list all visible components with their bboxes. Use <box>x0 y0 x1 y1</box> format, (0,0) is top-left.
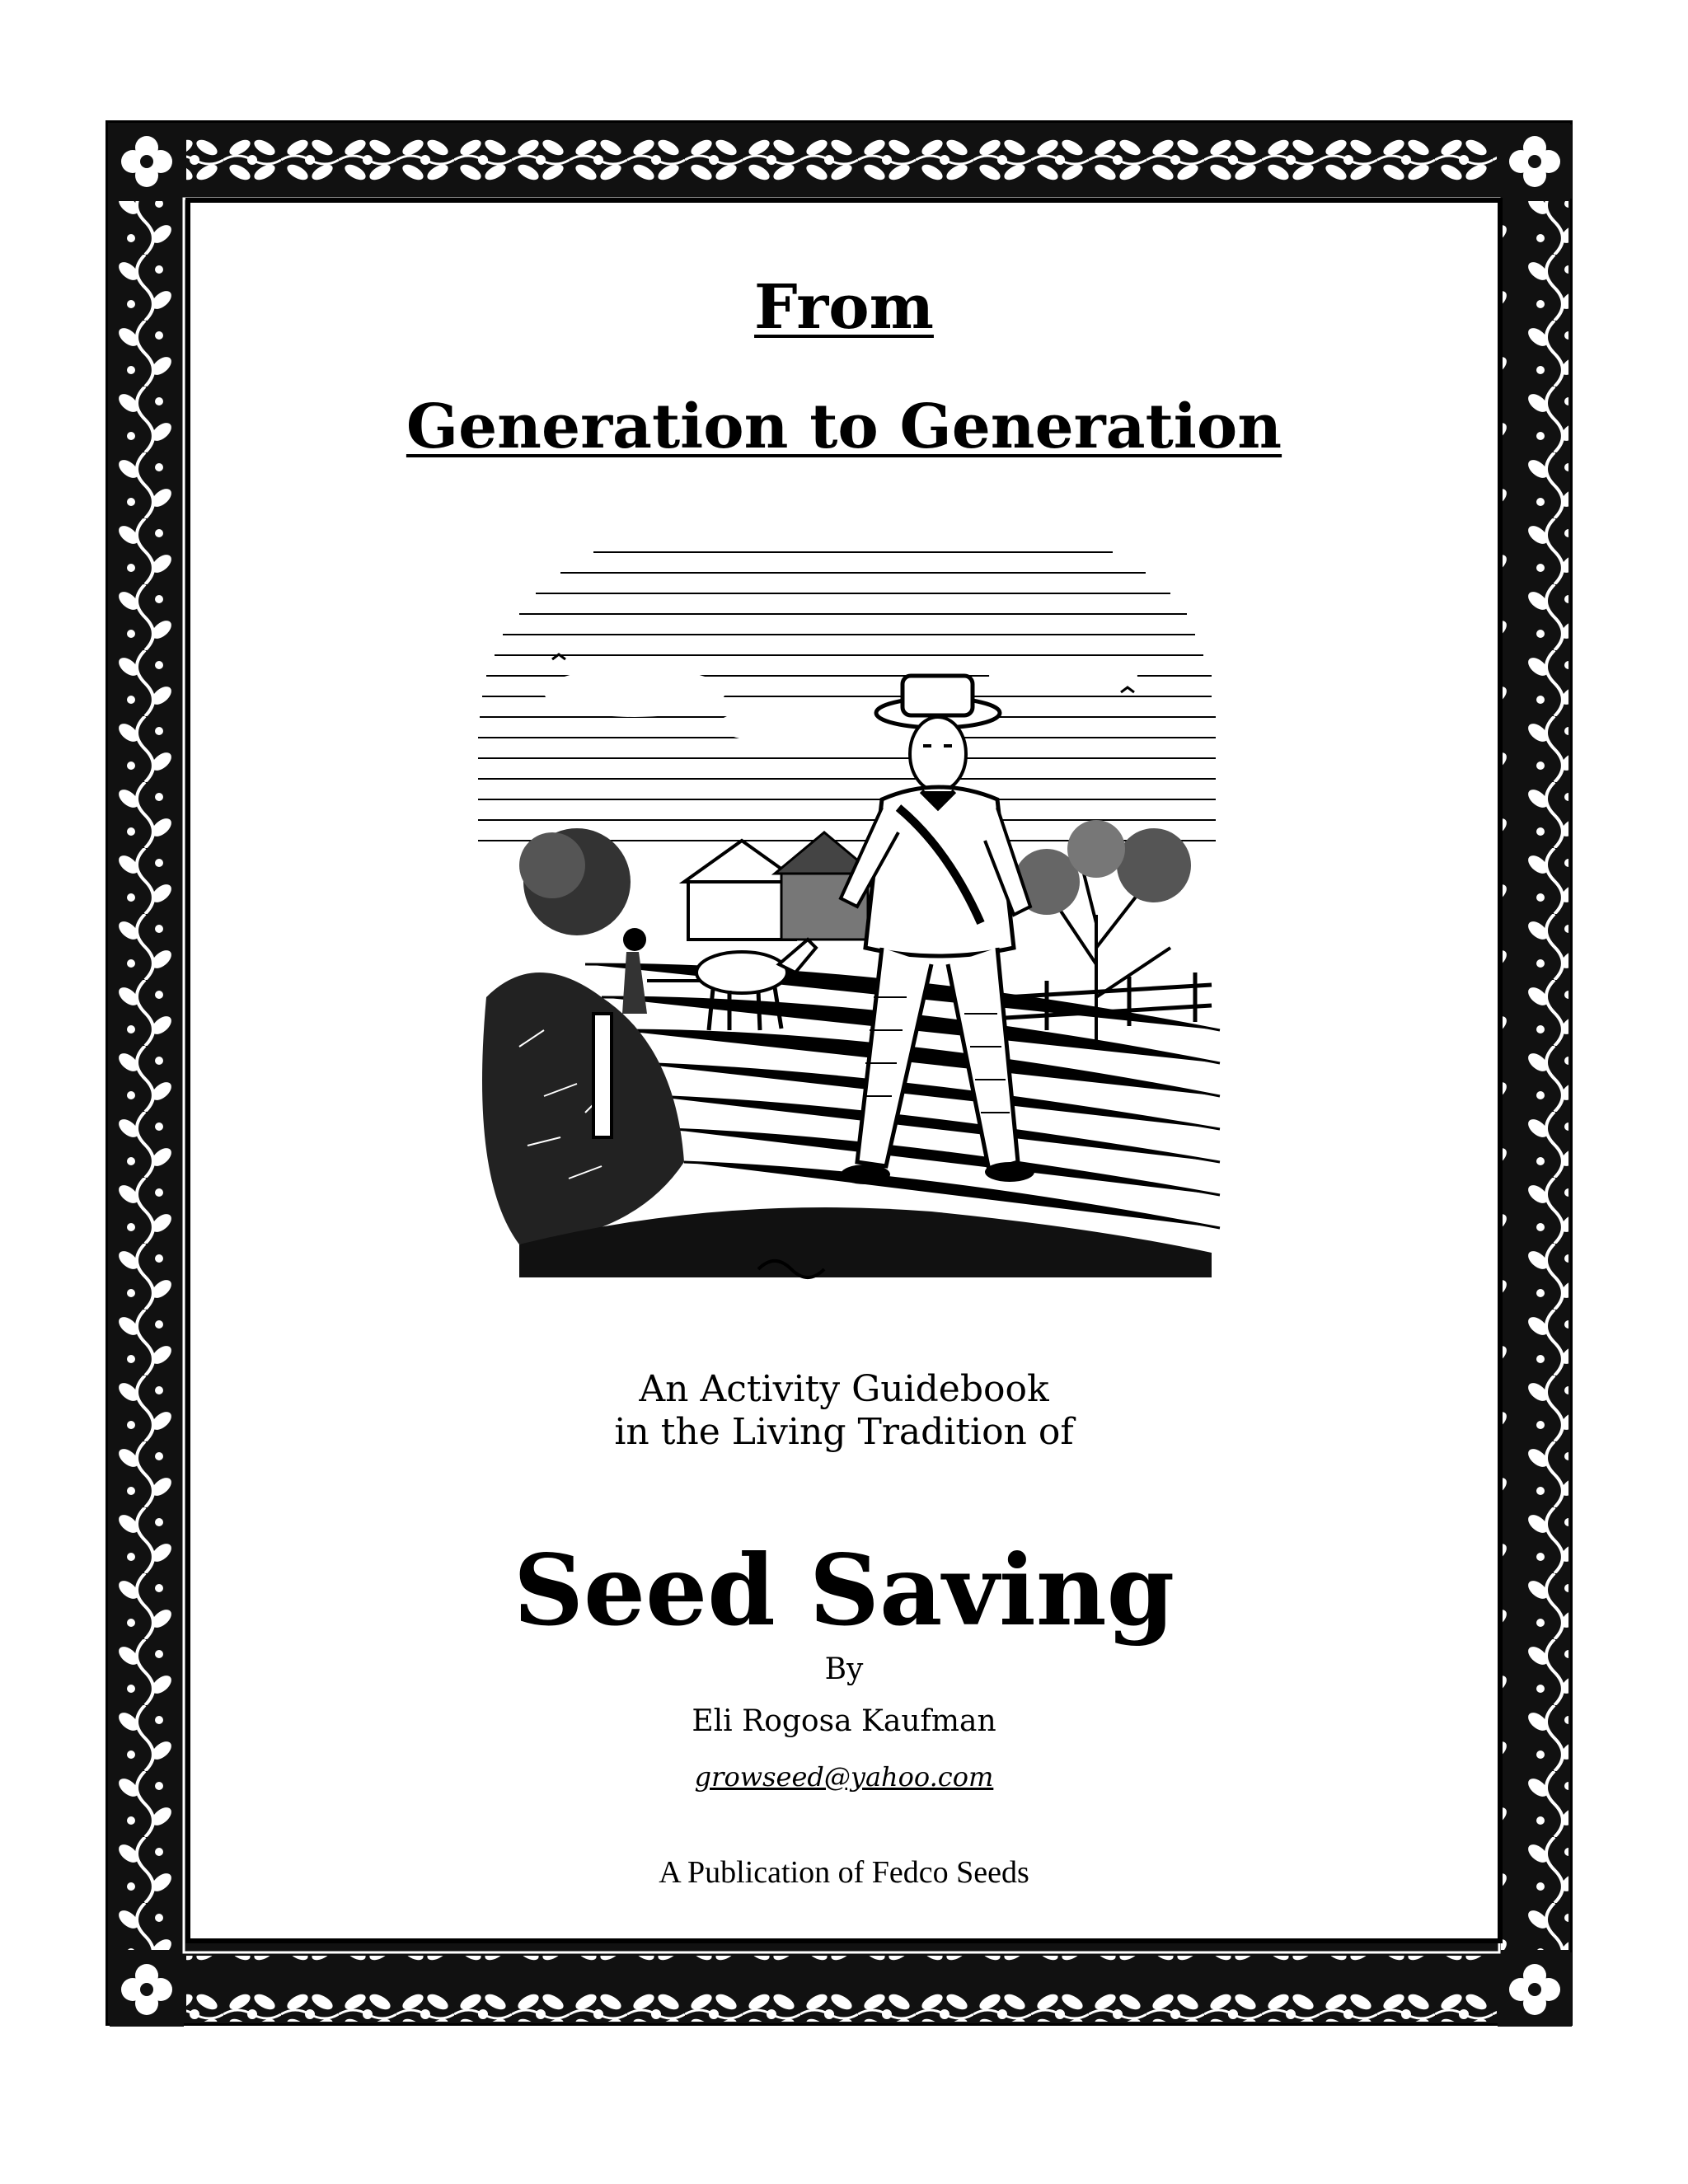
flower-corner-icon <box>1498 1952 1572 2027</box>
flower-corner-icon <box>1498 124 1572 199</box>
title-line-2: Generation to Generation <box>406 391 1282 462</box>
by-label: By <box>824 1652 864 1686</box>
publisher-line: A Publication of Fedco Seeds <box>659 1855 1029 1890</box>
author-email-link[interactable]: growseed@yahoo.com <box>694 1761 994 1793</box>
flower-corner-icon <box>110 124 184 199</box>
main-title: Seed Saving <box>513 1533 1175 1647</box>
title-line-1: From <box>754 272 934 343</box>
farmer-sowing-seeds-engraving <box>470 536 1236 1294</box>
subtitle-line-2: in the Living Tradition of <box>614 1411 1074 1453</box>
author-name: Eli Rogosa Kaufman <box>692 1704 996 1738</box>
subtitle-line-1: An Activity Guidebook <box>639 1368 1049 1410</box>
flower-corner-icon <box>110 1952 184 2027</box>
